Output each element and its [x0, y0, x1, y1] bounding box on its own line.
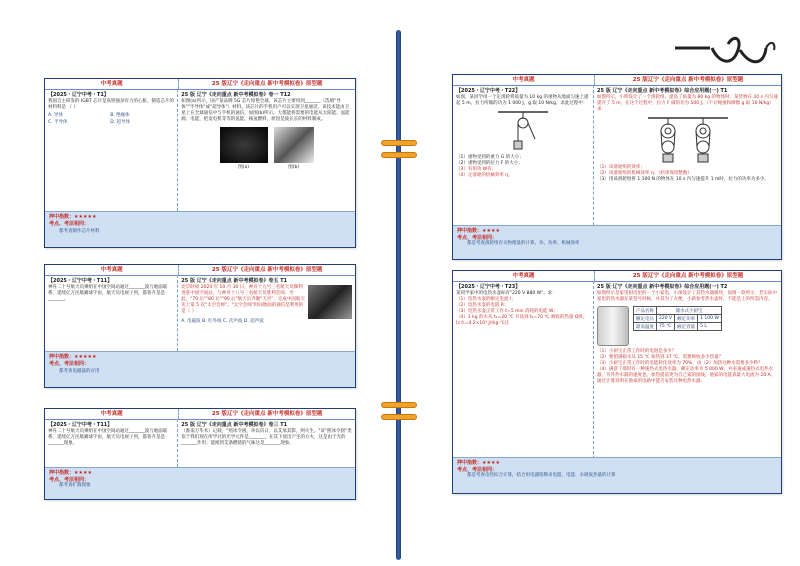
question-source: 【2025・辽宁中考・T11】 — [48, 422, 113, 428]
question-part: （1）电热水壶的额定电流 I； — [456, 297, 516, 302]
card-header-left: 中考真题 — [453, 271, 595, 281]
prototype-part: （1）该滑轮组的效率； — [597, 165, 645, 170]
same-topic-text: 都是考查滑轮组有关物理量的计算、功、功率、机械效率 — [467, 241, 580, 246]
question-part: （1）重物受到的重力 G 的大小； — [456, 155, 524, 160]
hit-index-label: 押中指数： — [457, 228, 483, 234]
pulley-block-diagram — [643, 115, 733, 163]
prototype-options: A. 电磁波 B. 红外线 C. 次声波 D. 超声波 — [181, 319, 264, 324]
hit-index-stars: ★★★★★ — [74, 214, 97, 220]
question-text: 我国自主研发的 IGBT 芯片是高铁强劲有力的心脏，制造芯片的材料料是 （ ） — [48, 99, 175, 110]
prototype-part: （4）满意丁那时有一种速热式电热水器，额定功率为 5 000 W，并来速成速热式电热水器，另外热水器的速度也，加热提前更为自己家的接线，他家的电能表最大电流为 20 A，通过计算说明在他家的电路中能否安装这种电热水器。 — [597, 367, 776, 384]
question-part: （2）重物受到的拉力 F 的大小； — [456, 161, 523, 166]
card-header-left: 中考真题 — [45, 79, 179, 89]
same-topic-text: 都考查制作芯片材料 — [59, 229, 100, 234]
hit-index-label: 押中指数： — [49, 354, 75, 360]
question-source: 【2025・辽宁中考・T1】 — [48, 92, 109, 98]
spec-cell: 额定电压 — [634, 315, 657, 323]
hit-index-stars: ★★★★ — [74, 470, 92, 476]
option-a: A. 导体 — [48, 113, 63, 118]
same-topic-label: 考点、考法相同： — [49, 477, 90, 483]
comparison-card-4 — [452, 74, 782, 260]
spec-table-title: 储水式小厨宝 — [657, 307, 722, 315]
spec-cell: 1 100 W — [698, 315, 722, 323]
spec-table — [633, 306, 722, 331]
satellite-phone-photo — [274, 127, 314, 163]
prototype-part: （1）小厨宝正常工作时的电阻是多少？ — [597, 349, 677, 354]
question-source: 【2025・辽宁中考・T11】 — [48, 278, 113, 284]
same-topic-label: 考点、考法相同： — [457, 467, 498, 473]
prototype-source: 25 版 辽宁《走向重点 新中考模拟卷》综合应用题(一) T2 — [597, 284, 728, 290]
figure-caption: 图(b) — [288, 165, 300, 170]
binder-ring — [381, 402, 417, 408]
question-part: （3）电热水壶正常工作 t=5 min 消耗的电能 W； — [456, 309, 558, 314]
astronaut-photo — [308, 285, 352, 319]
binder-ring — [381, 140, 417, 146]
figure-caption: 图(a) — [238, 165, 250, 170]
hit-index-label: 押中指数： — [49, 470, 75, 476]
question-source: 【2025・辽宁中考・T23】 — [456, 284, 521, 290]
prototype-source: 25 版 辽宁《走向重点 新中考模拟卷》综合应用题(一) T1 — [597, 88, 728, 94]
card-header-right: 25 版辽宁《走向重点 新中考模拟卷》原型题 — [632, 77, 744, 83]
chip-photo — [220, 127, 268, 163]
card-header-right: 25 版辽宁《走向重点 新中考模拟卷》原型题 — [211, 81, 323, 87]
same-topic-text: 都考查扩散现象 — [59, 483, 91, 488]
prototype-text: 如图(a)所示，国产某品牌 5G 芯片惊艳全球，该芯片主要用到_______（选填"导体""半导体"或"超导体"）材料。该芯片的手机用户可以实现卫星通话，该技术能由卫星上在全球通信中与手机的通信，如图(b)所示，大都能将需要的电能从太阳能、氢能源、电能，把发电机等等的氢能、核氢燃料，原因是波长长的材料制成。 — [181, 99, 350, 122]
card-header-left: 中考真题 — [453, 75, 595, 85]
hit-index-label: 押中指数： — [49, 214, 75, 220]
same-topic-text: 都考查电磁波的应用 — [59, 369, 100, 374]
spec-cell: 5 L — [698, 323, 722, 331]
prototype-source: 25 版 辽宁《走向重点 新中考模拟卷》卷一 T12 — [181, 92, 291, 98]
fixed-pulley-diagram — [493, 109, 553, 153]
water-heater-photo — [597, 306, 629, 346]
question-part: （2）电热水壶的电阻 R； — [456, 303, 509, 308]
card-header-left: 中考真题 — [45, 409, 179, 419]
comparison-card-5 — [452, 270, 782, 494]
prototype-source: 25 版 辽宁《走向重点 新中考模拟卷》卷五 T1 — [181, 278, 288, 284]
prototype-text: （淮南万毕术）记载，"照冰令圆，举以向日，以艾承其影，则火生。"该"照冰令圆"类似于我们现在所学过的光学元件是_______，在其下放出产生的方火，这是由于光的_______作用；能闻到艾条燃烧的气味这是_______现象。 — [181, 429, 352, 446]
prototype-part: （3）用该滑轮组将 1 100 N 的物体在 10 s 内匀速提升 1 m时，拉力的功率为多少。 — [597, 177, 769, 182]
question-text: 某同学家中的电热水壶标有"220 V 880 W"。求： — [456, 291, 557, 296]
spec-cell: 最高温度 — [634, 323, 657, 331]
question-text: 如图，某同学用一个定滑轮将质量为 10 kg 的重物从地面匀速上提起 5 m，拉力所做的功为 1 000 J，g 取 10 N/kg。求此过程中： — [456, 95, 589, 106]
question-part: （4）1 kg 的水从 t₁=20 ℃ 升高到 t₂=70 ℃ 吸收的热量 Q吸。[c水=4.2×10³ J/(kg·℃)] — [456, 315, 588, 326]
question-text: 神舟二十号航天员乘组在中国空间站通过_______波与地面联系，延续亿万民航踢球宇宙，航天员电视子到，都客升是是_______现象。 — [48, 429, 168, 446]
card-header-right: 25 版辽宁《走向重点 新中考模拟卷》原型题 — [211, 267, 323, 273]
prototype-part: （3）小厨宝正常工作时的电能转化效率为 70%，由（2）加热这种水需要多少秒？ — [597, 361, 763, 366]
question-part: （4）定滑轮的机械效率 η。 — [456, 173, 513, 178]
hit-index-stars: ★★★★ — [482, 228, 500, 234]
prototype-text: 如图所示，小明设计了一个滑轮组，提高了质量为 80 kg 的物体时，某货物在 10 s 内匀速提升了 5 m，在这个过程中，拉力 F 做的功为 500 J。（不计绳重和摩擦 g 取 10 N/kg）求： — [597, 95, 778, 112]
same-topic-label: 考点、考法相同： — [457, 235, 498, 241]
card-header-right: 25 版辽宁《走向重点 新中考模拟卷》原型题 — [211, 411, 323, 417]
prototype-source: 25 版 辽宁《走向重点 新中考模拟卷》卷三 T1 — [181, 422, 288, 428]
question-text: 神舟二十号航天员乘组在中国空间站通过_______波与地面联系，延续亿万民航踢球宇宙，航天员电视子到，都客升是是_______。 — [48, 285, 168, 302]
card-header-left: 中考真题 — [45, 265, 179, 275]
prototype-part: （2）该滑轮组的机械效率 η；（结果保留整数） — [597, 171, 692, 176]
option-b: B. 绝缘体 — [110, 113, 130, 118]
spec-cell: 额定容量 — [675, 323, 698, 331]
spec-cell: 额定功率 — [675, 315, 698, 323]
spec-cell: 220 V — [657, 315, 675, 323]
prototype-text: 如图所示是家里厨房里的一个小家电，小闲设计了其热水器模块，如图一款所示，若实际中家里的热水器在某型号时候，并其为了方便，小新参考热水壶时，不能是上的所需内容。 — [597, 291, 778, 302]
decorative-swirl-icon — [670, 32, 780, 72]
question-part: （3）有用功 W有； — [456, 167, 497, 172]
hit-index-label: 押中指数： — [457, 460, 483, 466]
same-topic-text: 都是考查电热综合计算，结合用电器铭牌求电阻、电能、水吸收热量的计算 — [467, 473, 616, 478]
card-header-right: 25 版辽宁《走向重点 新中考模拟卷》原型题 — [632, 273, 744, 279]
prototype-part: （2）要把满箱水从 15 ℃ 加热到 37 ℃，需要吸收多少热量？ — [597, 355, 724, 360]
binder-ring — [381, 152, 417, 158]
spec-cell: 产品名称 — [634, 307, 657, 315]
comparison-card-3 — [44, 408, 356, 500]
comparison-card-2 — [44, 264, 356, 388]
option-c: C. 半导体 — [48, 120, 68, 125]
same-topic-label: 考点、考法相同： — [49, 221, 90, 227]
hit-index-stars: ★★★★★ — [74, 354, 97, 360]
prototype-text: 北京时间 2024 年 10 月 30 日，神舟十九号三名航天员顺利进驻中国空间站，与神舟十八号三名航天员胜利会师，至此，"70 后""80 后""90 后"航天员齐聚"天宫"，完成中国航天史上第 5 次"太空会师"。"太空会师"时间地面的通信是利用的是（ ） — [181, 285, 305, 314]
hit-index-stars: ★★★★ — [482, 460, 500, 466]
same-topic-label: 考点、考法相同： — [49, 361, 90, 367]
binder-ring — [381, 414, 417, 420]
option-d: D. 超导体 — [110, 120, 131, 125]
comparison-card-1 — [44, 78, 356, 248]
binder-spine — [396, 30, 401, 560]
spec-cell: 75 ℃ — [657, 323, 675, 331]
question-source: 【2025・辽宁中考・T22】 — [456, 88, 521, 94]
